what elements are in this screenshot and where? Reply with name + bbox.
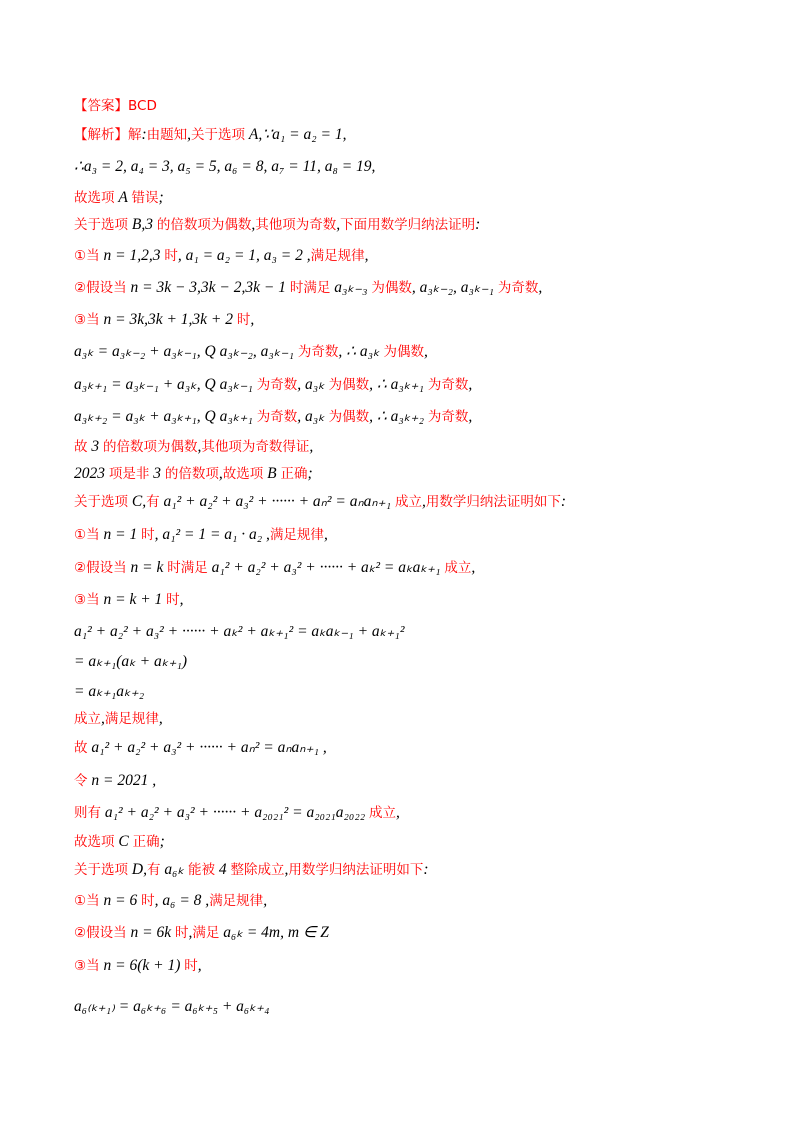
analysis-line <box>74 125 346 145</box>
math-run: a₃ₖ₊₂ = a₃ₖ + a₃ₖ₊₁, Q a₃ₖ₊₁ <box>74 408 257 425</box>
text-line <box>74 923 329 943</box>
math-run: 4 <box>214 861 231 878</box>
math-run: , ∴ a₃ₖ₊₂ <box>369 408 428 425</box>
math-run: , ∴ a₃ₖ <box>338 343 384 360</box>
math-run: = aₖ₊₁aₖ₊₂ <box>74 683 145 700</box>
text-line <box>74 590 184 610</box>
math-run: , a₃ₖ₋₂, a₃ₖ₋₁ <box>411 279 498 296</box>
math-run: , <box>179 591 184 608</box>
math-run: , <box>364 247 369 264</box>
math-run: n = 3k,3k + 1,3k + 2 <box>99 311 237 328</box>
text-line <box>74 492 566 512</box>
math-run: a₁² + a₂² + a₃² + ······ + a₂₀₂₁² = a₂₀₂₁a₂₀₂₂ <box>101 804 369 821</box>
prose-run: 时 <box>236 312 251 328</box>
math-run: , <box>188 924 193 941</box>
formula-line <box>74 622 404 642</box>
formula-line <box>74 157 375 177</box>
math-run: , a₃ₖ <box>297 408 329 425</box>
formula-line <box>74 652 187 672</box>
math-run: n = k <box>126 559 168 576</box>
prose-run: 则有 <box>74 805 101 821</box>
prose-run: 的倍数项 <box>164 466 219 482</box>
math-run: , <box>471 559 476 576</box>
text-line <box>74 956 202 976</box>
math-run: a₁² + a₂² + a₃² + ······ + aₖ² = aₖaₖ₊₁ <box>207 559 445 576</box>
formula-line <box>74 997 269 1017</box>
prose-run: 【解析】解 <box>74 127 142 143</box>
math-run: n = 1 <box>99 526 142 543</box>
text-line <box>74 738 327 758</box>
math-run: : <box>475 216 481 233</box>
prose-run: 为奇数 <box>297 344 339 360</box>
math-run: D, <box>128 861 147 878</box>
prose-run: 下面用数学归纳法证明 <box>340 217 476 233</box>
prose-run: 为奇数 <box>256 377 298 393</box>
math-run: , <box>197 957 202 974</box>
text-line <box>74 832 165 852</box>
prose-run: 错误 <box>131 190 159 206</box>
math-run: a₃ₖ₋₃ <box>330 279 372 296</box>
math-run: , a₁² = 1 = a₁ · a₂ , <box>154 526 270 543</box>
math-run: , <box>336 216 341 233</box>
formula-line <box>74 407 472 427</box>
math-run: , <box>422 493 426 510</box>
prose-run: 为偶数 <box>328 409 370 425</box>
prose-run: ③当 <box>74 958 100 974</box>
math-run: , <box>468 376 473 393</box>
math-run: ; <box>158 189 164 206</box>
text-line <box>74 464 313 484</box>
text-line <box>74 860 429 880</box>
math-run: n = 3k − 3,3k − 2,3k − 1 <box>126 279 290 296</box>
prose-run: 关于选项 <box>191 127 246 143</box>
math-run: n = 6k <box>126 924 175 941</box>
math-run: ∴a₃ = 2, a₄ = 3, a₅ = 5, a₆ = 8, a₇ = 11, a₈ = 19, <box>74 158 376 175</box>
prose-run: 用数学归纳法证明如下 <box>288 862 424 878</box>
formula-line <box>74 682 144 702</box>
math-run: B,3 <box>128 216 157 233</box>
math-run: n = k + 1 <box>99 591 167 608</box>
prose-run: 成立 <box>444 560 472 576</box>
math-run: , <box>218 465 223 482</box>
math-run: 2023 <box>74 465 109 482</box>
text-line <box>74 525 328 545</box>
math-run: , <box>263 892 268 909</box>
text-line <box>74 771 156 791</box>
prose-run: 满足规律 <box>269 527 324 543</box>
text-line <box>74 709 163 729</box>
text-line <box>74 278 542 298</box>
math-run: a₆₍ₖ₊₁₎ = a₆ₖ₊₆ = a₆ₖ₊₅ + a₆ₖ₊₄ <box>74 998 270 1015</box>
math-run: : <box>423 861 429 878</box>
formula-line <box>74 342 428 362</box>
prose-run: 其他项为奇数得证 <box>201 439 310 455</box>
prose-run: 时 <box>166 592 180 608</box>
math-run: , <box>284 861 289 878</box>
math-run: , a₁ = a₂ = 1, a₃ = 2 , <box>177 247 311 264</box>
math-run: : <box>141 126 147 143</box>
prose-run: 故 <box>74 740 88 756</box>
prose-run: 满足规律 <box>209 893 264 909</box>
answer-line: 【答案】BCD <box>74 98 157 114</box>
prose-run: 时 <box>141 893 155 909</box>
prose-run: ③当 <box>74 592 100 608</box>
math-run: , <box>251 216 256 233</box>
prose-run: 为奇数 <box>427 409 469 425</box>
text-line <box>74 246 369 266</box>
prose-run: 有 <box>146 862 161 878</box>
math-run: , <box>538 279 543 296</box>
math-run: a₆ₖ = 4m, m ∈ Z <box>219 924 329 941</box>
math-run: , a₃ₖ <box>297 376 329 393</box>
prose-run: 关于选项 <box>74 217 128 233</box>
prose-run: 时 <box>184 958 198 974</box>
prose-run: 满足规律 <box>104 711 159 727</box>
prose-run: 正确 <box>132 834 160 850</box>
math-run: , <box>101 710 105 727</box>
math-run: a₁² + a₂² + a₃² + ······ + aₙ² = aₙaₙ₊₁ <box>159 493 395 510</box>
prose-run: 时 <box>141 527 155 543</box>
prose-run: ②假设当 <box>74 560 127 576</box>
text-line <box>74 891 267 911</box>
math-run: A <box>114 189 132 206</box>
prose-run: 令 <box>74 773 88 789</box>
prose-run: ②假设当 <box>74 925 127 941</box>
math-run: , <box>250 311 255 328</box>
math-run: n = 2021 , <box>87 772 157 789</box>
math-run: C <box>114 833 133 850</box>
math-run: a₆ₖ <box>160 861 188 878</box>
math-run: = aₖ₊₁(aₖ + aₖ₊₁) <box>74 653 188 670</box>
prose-run: 时满足 <box>289 280 331 296</box>
prose-run: 为奇数 <box>256 409 298 425</box>
text-line <box>74 558 475 578</box>
prose-run: 为奇数 <box>427 377 469 393</box>
math-run: , <box>468 408 473 425</box>
math-run: , <box>423 343 428 360</box>
prose-run: 整除成立 <box>230 862 285 878</box>
prose-run: ①当 <box>74 527 100 543</box>
prose-run: 为奇数 <box>497 280 539 296</box>
math-run: C, <box>128 493 147 510</box>
math-run: ; <box>307 465 313 482</box>
prose-run: 其他项为奇数 <box>255 217 337 233</box>
prose-run: 为偶数 <box>383 344 424 360</box>
math-run: , a₆ = 8 , <box>154 892 210 909</box>
prose-run: 满足规律 <box>310 248 365 264</box>
math-run: , <box>197 438 202 455</box>
text-line <box>74 803 400 823</box>
prose-run: 能被 <box>187 862 215 878</box>
math-run: a₃ₖ = a₃ₖ₋₂ + a₃ₖ₋₁, Q a₃ₖ₋₂, a₃ₖ₋₁ <box>74 343 298 360</box>
prose-run: 故 <box>74 439 88 455</box>
prose-run: 故选项 <box>74 190 115 206</box>
prose-run: 时 <box>164 248 178 264</box>
math-run: n = 6 <box>99 892 142 909</box>
math-run: , ∴ a₃ₖ₊₁ <box>369 376 428 393</box>
math-run: a₁² + a₂² + a₃² + ······ + aₖ² + aₖ₊₁² = aₖaₖ₋₁ + aₖ₊₁² <box>74 623 405 640</box>
math-run: , <box>158 710 163 727</box>
math-run: n = 6(k + 1) <box>99 957 185 974</box>
math-run: A,∵a₁ = a₂ = 1, <box>245 126 347 143</box>
prose-run: ①当 <box>74 248 100 264</box>
prose-run: 成立 <box>395 494 422 510</box>
math-run: : <box>560 493 567 510</box>
prose-run: 为偶数 <box>328 377 370 393</box>
math-run: ; <box>159 833 165 850</box>
prose-run: 故选项 <box>222 466 264 482</box>
prose-run: ①当 <box>74 893 100 909</box>
prose-run: ③当 <box>74 312 100 328</box>
prose-run: 关于选项 <box>74 494 128 510</box>
prose-run: 正确 <box>280 466 308 482</box>
math-run: 3 <box>87 438 103 455</box>
math-run: , <box>309 438 314 455</box>
prose-run: 成立 <box>74 711 101 727</box>
prose-run: 关于选项 <box>74 862 128 878</box>
math-run: n = 1,2,3 <box>99 247 165 264</box>
prose-run: 有 <box>146 494 160 510</box>
prose-run: ②假设当 <box>74 280 127 296</box>
text-line <box>74 310 254 330</box>
text-line <box>74 215 480 235</box>
math-run: 3 <box>149 465 165 482</box>
math-run: a₃ₖ₊₁ = a₃ₖ₋₁ + a₃ₖ, Q a₃ₖ₋₁ <box>74 376 257 393</box>
prose-run: 满足 <box>192 925 220 941</box>
formula-line <box>74 375 472 395</box>
prose-run: 成立 <box>368 805 396 821</box>
prose-run: 为偶数 <box>371 280 412 296</box>
prose-run: 由题知 <box>146 127 188 143</box>
math-run: , <box>187 126 192 143</box>
prose-run: 的倍数项为偶数 <box>156 217 252 233</box>
prose-run: 时满足 <box>167 560 208 576</box>
text-line <box>74 188 164 208</box>
prose-run: 用数学归纳法证明如下 <box>425 494 561 510</box>
prose-run: 时 <box>174 925 189 941</box>
prose-run: 故选项 <box>74 834 115 850</box>
prose-run: 的倍数项为偶数 <box>103 439 198 455</box>
math-run: B <box>263 465 281 482</box>
math-run: , <box>323 526 328 543</box>
text-line <box>74 437 313 457</box>
prose-run: 项是非 <box>108 466 150 482</box>
math-run: , <box>395 804 400 821</box>
math-run: a₁² + a₂² + a₃² + ······ + aₙ² = aₙaₙ₊₁ , <box>87 739 327 756</box>
